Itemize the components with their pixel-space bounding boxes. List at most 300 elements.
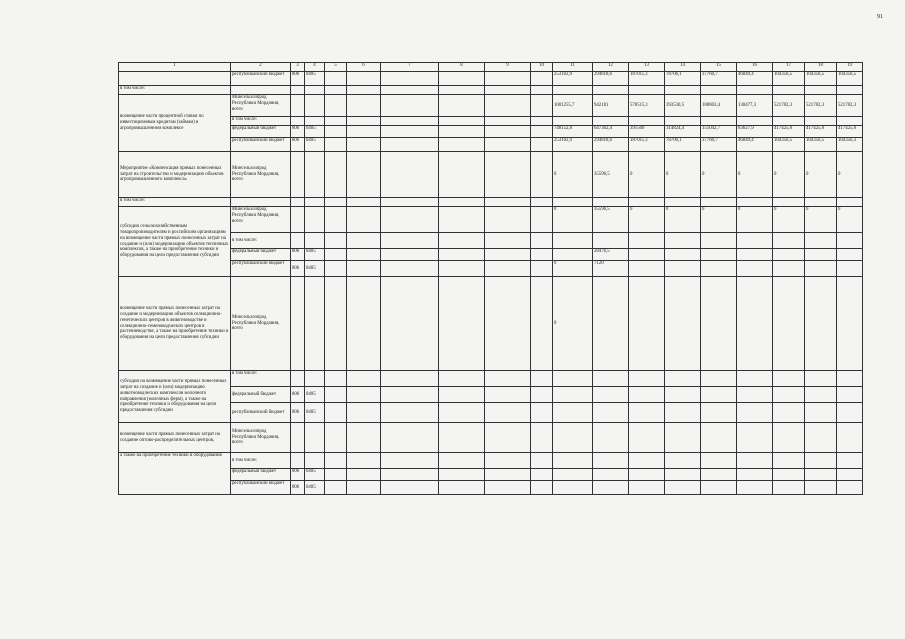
table-cell: 7120	[593, 261, 629, 277]
table-cell	[737, 371, 773, 387]
table-cell: 130477,3	[737, 95, 773, 117]
table-cell: 0405	[305, 261, 325, 277]
table-cell: 0	[629, 207, 665, 233]
table-cell	[837, 481, 863, 495]
table-cell	[439, 277, 485, 371]
row-label: Мероприятие «Компенсация прямых понесенных затрат на строительство и модернизацию объектов агропромышленного комплекса»	[119, 152, 231, 198]
table-cell	[381, 453, 439, 469]
table-cell	[325, 198, 347, 207]
table-cell	[325, 249, 347, 261]
table-cell	[773, 371, 805, 387]
table-cell: федеральный бюджет	[231, 387, 291, 403]
table-cell	[629, 249, 665, 261]
table-cell	[737, 403, 773, 423]
table-row	[119, 423, 863, 453]
table-cell: 806	[291, 481, 305, 495]
table-cell	[485, 249, 531, 261]
table-cell	[531, 249, 553, 261]
table-cell	[665, 371, 701, 387]
table-cell	[325, 117, 347, 126]
col-header: 15	[701, 63, 737, 72]
table-cell: республиканский бюджет	[231, 481, 291, 495]
table-cell	[485, 72, 531, 86]
table-cell	[347, 453, 381, 469]
table-row	[119, 371, 863, 387]
table-cell	[381, 481, 439, 495]
table-row	[119, 72, 863, 86]
table-cell	[381, 403, 439, 423]
table-cell	[291, 95, 305, 117]
table-cell: 0	[837, 152, 863, 198]
table-cell	[737, 469, 773, 481]
table-cell	[531, 261, 553, 277]
col-header: 16	[737, 63, 773, 72]
table-cell	[531, 126, 553, 138]
table-cell	[701, 249, 737, 261]
table-cell	[485, 152, 531, 198]
budget-type: республиканский бюджет	[231, 72, 291, 86]
table-cell	[305, 117, 325, 126]
table-cell: 806	[291, 138, 305, 152]
table-cell	[701, 453, 737, 469]
table-cell	[381, 138, 439, 152]
table-cell	[305, 152, 325, 198]
table-cell	[485, 481, 531, 495]
table-cell	[737, 198, 773, 207]
table-cell: 0	[665, 152, 701, 198]
header-row	[119, 63, 863, 72]
table-row	[119, 198, 863, 207]
table-cell: 104356,5	[837, 72, 863, 86]
table-cell	[701, 423, 737, 453]
table-cell	[805, 423, 837, 453]
table-cell	[629, 423, 665, 453]
table-cell	[485, 117, 531, 126]
table-cell	[553, 86, 593, 95]
table-cell: 393530,5	[665, 95, 701, 117]
table-row	[119, 469, 863, 481]
table-cell: 0	[773, 207, 805, 233]
table-cell: федеральный бюджет	[231, 469, 291, 481]
table-cell	[485, 126, 531, 138]
col-header: 6	[347, 63, 381, 72]
table-row	[119, 403, 863, 423]
table-cell	[325, 403, 347, 423]
row-label: субсидии на возмещение части прямых понесенных затрат на создание и (или) модернизацию животноводческих комплексов молочного направления (молочных ферм), а также на приобретение техники и оборудования на цели предоставления субсидии	[119, 371, 231, 423]
table-cell	[629, 481, 665, 495]
table-cell	[531, 371, 553, 387]
table-cell	[553, 198, 593, 207]
table-cell	[305, 207, 325, 233]
col-header: 14	[665, 63, 701, 72]
table-cell: федеральный бюджет	[231, 126, 291, 138]
table-cell	[347, 261, 381, 277]
table-cell	[593, 371, 629, 387]
table-cell: 0405	[305, 403, 325, 423]
table-cell	[291, 423, 305, 453]
table-cell	[347, 126, 381, 138]
table-cell: 0	[553, 261, 593, 277]
table-cell	[665, 249, 701, 261]
table-cell	[593, 277, 629, 371]
table-cell	[439, 117, 485, 126]
table-cell	[665, 403, 701, 423]
table-cell	[485, 261, 531, 277]
table-cell: 0405	[305, 138, 325, 152]
table-cell	[325, 95, 347, 117]
table-cell	[805, 249, 837, 261]
table-cell: 806	[291, 72, 305, 86]
table-cell	[805, 481, 837, 495]
table-cell	[773, 481, 805, 495]
table-cell	[665, 261, 701, 277]
table-cell	[381, 198, 439, 207]
table-cell	[805, 233, 837, 249]
table-cell	[737, 249, 773, 261]
table-cell: 46849,4	[737, 72, 773, 86]
table-cell	[291, 453, 305, 469]
table-cell	[381, 387, 439, 403]
table-cell: 37760,7	[701, 138, 737, 152]
table-cell	[347, 117, 381, 126]
table-cell: 37760,7	[701, 72, 737, 86]
col-header: 17	[773, 63, 805, 72]
table-cell	[629, 453, 665, 469]
table-cell: 187015,1	[629, 72, 665, 86]
col-header: 19	[837, 63, 863, 72]
table-cell	[805, 117, 837, 126]
table-cell: 78706,1	[665, 72, 701, 86]
table-cell	[325, 453, 347, 469]
table-cell: 0405	[305, 387, 325, 403]
table-cell	[485, 403, 531, 423]
table-cell: 806	[291, 403, 305, 423]
table-cell	[305, 233, 325, 249]
table-cell: 28476,5	[593, 249, 629, 261]
table-cell: 1001255,7	[553, 95, 593, 117]
table-cell	[773, 117, 805, 126]
table-cell: 104356,3	[837, 138, 863, 152]
table-cell	[381, 249, 439, 261]
table-cell	[305, 277, 325, 371]
table-cell	[553, 481, 593, 495]
table-cell: 806	[291, 387, 305, 403]
table-cell	[439, 387, 485, 403]
table-cell: в том числе:	[231, 371, 291, 387]
table-cell: 253102,9	[553, 72, 593, 86]
table-cell	[737, 453, 773, 469]
responsible: Минсельхозпрод Республики Мордовия, всего	[231, 95, 291, 117]
table-cell: 187015,1	[629, 138, 665, 152]
table-cell	[531, 198, 553, 207]
table-cell: в том числе:	[119, 198, 231, 207]
table-cell	[553, 453, 593, 469]
table-cell	[347, 198, 381, 207]
table-cell	[347, 152, 381, 198]
table-cell	[773, 469, 805, 481]
table-cell: Минсельхозпрод Республики Мордовия, всего	[231, 423, 291, 453]
table-cell	[553, 371, 593, 387]
table-cell	[805, 371, 837, 387]
row-label: возмещение части прямых понесенных затрат на создание оптово-распределительных центров,	[119, 423, 231, 453]
table-cell	[119, 72, 231, 86]
table-cell	[665, 277, 701, 371]
table-cell	[593, 198, 629, 207]
table-cell	[837, 117, 863, 126]
table-cell	[593, 453, 629, 469]
table-cell	[439, 72, 485, 86]
table-cell	[701, 261, 737, 277]
table-cell: 806	[291, 261, 305, 277]
table-cell: 0	[553, 152, 593, 198]
table-cell	[291, 86, 305, 95]
table-cell	[305, 198, 325, 207]
table-cell: 104356,5	[773, 138, 805, 152]
table-cell	[773, 387, 805, 403]
table-cell	[347, 72, 381, 86]
table-cell	[737, 387, 773, 403]
table-cell	[305, 453, 325, 469]
table-cell	[325, 469, 347, 481]
table-row	[119, 86, 863, 95]
table-cell	[773, 403, 805, 423]
table-cell	[593, 117, 629, 126]
table-cell	[629, 277, 665, 371]
table-cell	[665, 469, 701, 481]
col-header: 3	[291, 63, 305, 72]
table-cell	[531, 423, 553, 453]
table-cell: 294818,6	[593, 72, 629, 86]
table-cell: 314824,4	[665, 126, 701, 138]
table-cell	[805, 403, 837, 423]
table-row	[119, 387, 863, 403]
col-header: 8	[439, 63, 485, 72]
row-label: а также на приобретение техники и оборудования	[119, 453, 231, 495]
table-cell	[531, 481, 553, 495]
table-cell	[531, 387, 553, 403]
col-header: 9	[485, 63, 531, 72]
table-cell	[325, 207, 347, 233]
table-cell: 0405	[305, 481, 325, 495]
table-cell	[439, 207, 485, 233]
table-cell	[439, 423, 485, 453]
table-cell	[485, 423, 531, 453]
table-cell	[291, 152, 305, 198]
table-cell	[291, 207, 305, 233]
col-header: 7	[381, 63, 439, 72]
table-cell	[439, 249, 485, 261]
table-cell	[553, 387, 593, 403]
table-row	[119, 277, 863, 371]
table-cell	[485, 86, 531, 95]
table-cell	[701, 387, 737, 403]
table-cell	[325, 86, 347, 95]
table-cell	[665, 481, 701, 495]
table-cell: 0	[805, 207, 837, 233]
table-cell: Минсельхозпрод Республики Мордовия, всего	[231, 277, 291, 371]
table-cell	[381, 277, 439, 371]
table-cell	[231, 86, 291, 95]
table-cell	[665, 387, 701, 403]
table-cell	[485, 277, 531, 371]
table-cell	[381, 233, 439, 249]
table-cell: 0	[737, 152, 773, 198]
table-cell	[531, 117, 553, 126]
table-cell	[553, 403, 593, 423]
table-cell: республиканский бюджет	[231, 138, 291, 152]
table-cell: 0	[773, 152, 805, 198]
table-cell	[325, 72, 347, 86]
table-cell	[439, 403, 485, 423]
table-cell	[773, 453, 805, 469]
table-cell: 0	[701, 207, 737, 233]
table-cell: 294818,6	[593, 138, 629, 152]
table-cell	[325, 261, 347, 277]
table-cell	[593, 423, 629, 453]
table-cell: 151042,7	[701, 126, 737, 138]
table-cell	[837, 198, 863, 207]
table-cell	[553, 233, 593, 249]
table-cell	[305, 371, 325, 387]
table-cell	[665, 423, 701, 453]
table-cell	[805, 198, 837, 207]
table-cell	[347, 469, 381, 481]
table-cell	[701, 403, 737, 423]
table-cell	[381, 371, 439, 387]
table-cell	[381, 126, 439, 138]
row-label: субсидии сельскохозяйственным товаропроизводителям и российским организациям на возмещение части прямых понесенных затрат на создание и (или) модернизацию объектов тепличных комплексов, а также на приобретение техники и оборудования на цели предоставления субсидии	[119, 207, 231, 277]
table-cell	[531, 233, 553, 249]
table-row	[119, 126, 863, 138]
table-cell: 0405	[305, 249, 325, 261]
table-cell: 0405	[305, 126, 325, 138]
table-cell	[665, 117, 701, 126]
table-cell	[325, 423, 347, 453]
table-cell	[381, 152, 439, 198]
table-cell	[485, 387, 531, 403]
table-cell: федеральный бюджет	[231, 249, 291, 261]
table-cell	[593, 86, 629, 95]
table-cell	[531, 86, 553, 95]
col-header: 13	[629, 63, 665, 72]
table-cell	[531, 138, 553, 152]
table-cell	[593, 387, 629, 403]
table-cell	[837, 86, 863, 95]
table-cell	[805, 469, 837, 481]
table-cell: 104356,5	[773, 72, 805, 86]
table-cell	[347, 249, 381, 261]
table-cell	[347, 387, 381, 403]
table-cell	[773, 198, 805, 207]
table-cell	[381, 95, 439, 117]
table-cell	[737, 117, 773, 126]
table-cell	[347, 207, 381, 233]
table-cell	[665, 198, 701, 207]
table-cell	[837, 423, 863, 453]
table-cell	[629, 117, 665, 126]
col-header: 5	[325, 63, 347, 72]
table-cell	[347, 423, 381, 453]
table-cell	[531, 469, 553, 481]
table-cell: 942181	[593, 95, 629, 117]
table-cell: 391500	[629, 126, 665, 138]
table-row	[119, 233, 863, 249]
table-cell	[737, 277, 773, 371]
table-cell	[325, 138, 347, 152]
table-cell	[439, 261, 485, 277]
table-row	[119, 152, 863, 198]
table-cell	[701, 117, 737, 126]
table-cell	[629, 261, 665, 277]
table-cell	[485, 233, 531, 249]
page-number: 91	[877, 14, 883, 20]
table-cell	[773, 86, 805, 95]
table-cell: 417425,8	[837, 126, 863, 138]
col-header: 11	[553, 63, 593, 72]
table-cell: 35596,5	[593, 207, 629, 233]
table-cell	[629, 371, 665, 387]
table-cell	[231, 198, 291, 207]
table-cell	[439, 95, 485, 117]
table-cell: 417425,8	[773, 126, 805, 138]
table-cell	[593, 469, 629, 481]
table-cell	[485, 198, 531, 207]
table-cell: 521782,3	[837, 95, 863, 117]
table-cell: 104356,5	[805, 72, 837, 86]
table-cell: 748152,8	[553, 126, 593, 138]
table-cell	[553, 117, 593, 126]
table-cell	[553, 469, 593, 481]
table-cell: 0	[805, 152, 837, 198]
table-cell: в том числе:	[231, 233, 291, 249]
table-cell	[485, 95, 531, 117]
table-cell	[439, 138, 485, 152]
table-cell	[291, 117, 305, 126]
table-cell: 46849,4	[737, 138, 773, 152]
table-row	[119, 261, 863, 277]
table-cell	[439, 198, 485, 207]
table-cell	[347, 95, 381, 117]
table-cell: 0	[553, 277, 593, 371]
table-cell	[439, 152, 485, 198]
table-cell	[439, 126, 485, 138]
table-cell: 0	[837, 207, 863, 233]
table-cell	[701, 371, 737, 387]
table-cell	[773, 233, 805, 249]
table-cell	[629, 469, 665, 481]
table-cell: 0	[629, 152, 665, 198]
table-row	[119, 95, 863, 117]
table-cell: 578515,1	[629, 95, 665, 117]
table-row	[119, 453, 863, 469]
table-cell	[593, 481, 629, 495]
table-cell	[701, 469, 737, 481]
table-cell	[439, 469, 485, 481]
table-cell	[665, 86, 701, 95]
table-cell: 188803,4	[701, 95, 737, 117]
col-header: 12	[593, 63, 629, 72]
row-label: в том числе:	[119, 86, 231, 95]
table-cell	[701, 86, 737, 95]
table-cell	[805, 261, 837, 277]
table-cell	[439, 481, 485, 495]
table-cell: республиканский бюджет	[231, 261, 291, 277]
table-cell	[485, 138, 531, 152]
table-cell: Минсельхозпрод Республики Мордовия, всего	[231, 207, 291, 233]
table-cell	[629, 198, 665, 207]
table-cell	[531, 95, 553, 117]
col-header: 10	[531, 63, 553, 72]
